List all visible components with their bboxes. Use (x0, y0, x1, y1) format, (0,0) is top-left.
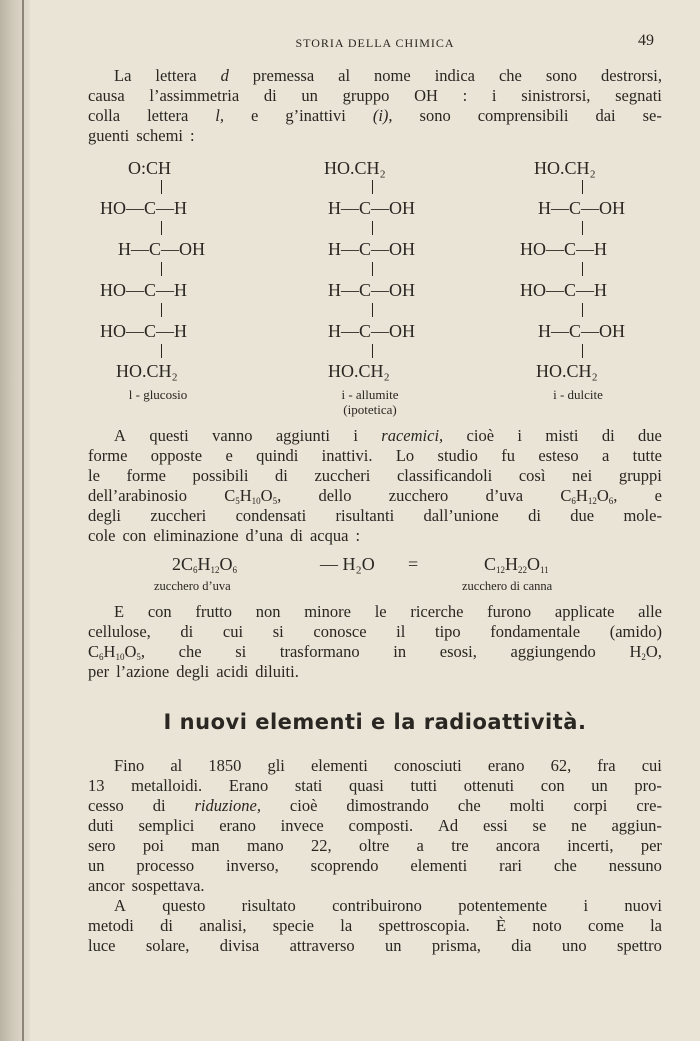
bond-line (372, 180, 373, 194)
word: nome (374, 66, 411, 85)
word: Fino (114, 756, 145, 775)
word: di (152, 796, 166, 815)
word: che (178, 642, 202, 661)
word: che (553, 856, 577, 875)
intro-paragraph (88, 66, 662, 146)
word: riduzione, (194, 796, 261, 815)
word: metodi (88, 916, 134, 935)
word: rari (499, 856, 523, 875)
word: il (396, 622, 406, 641)
word: di (160, 916, 173, 935)
running-head (88, 32, 662, 52)
word: inattivi. (321, 446, 373, 465)
word: A (114, 896, 126, 915)
bond-line (161, 303, 162, 317)
word: un (385, 936, 402, 955)
word: (i), (372, 106, 393, 125)
equation-right-label: zucchero di canna (462, 579, 553, 593)
word: con (147, 602, 172, 621)
word: sinistrorsi, (521, 86, 591, 105)
word: : (462, 86, 468, 105)
reaction-equation (88, 553, 662, 597)
word: erano (219, 816, 256, 835)
section-paragraph-2 (88, 896, 662, 956)
word: l, (215, 106, 225, 125)
word: ottenuti (463, 776, 515, 795)
word: se (532, 816, 547, 835)
word: guenti (88, 126, 130, 145)
word: le (374, 602, 387, 621)
word: attraverso (289, 936, 355, 955)
word: ne (571, 816, 587, 835)
word: se- (642, 106, 662, 125)
word: solare, (145, 936, 190, 955)
word: cole (88, 526, 116, 545)
word: gruppi (618, 466, 662, 485)
formula-c6h10o5: $C_6H_{10}O_5$, (88, 642, 145, 662)
word: gruppo (342, 86, 390, 105)
word: elementi (310, 756, 368, 775)
word: colla (88, 106, 121, 125)
word: possibili (192, 466, 249, 485)
word: nuovi (624, 896, 662, 915)
word: fondamentale (490, 622, 581, 641)
word: pro- (634, 776, 662, 795)
bond-line (372, 344, 373, 358)
formula-row: HO—C—H (100, 198, 188, 218)
word: zuccheri (314, 466, 371, 485)
word: degli (176, 662, 210, 681)
formula-row: H—C—OH (328, 198, 416, 218)
word: d (220, 66, 229, 85)
formula-row: H—C—OH (538, 198, 626, 218)
word: cellulose, (88, 622, 151, 641)
word: nei (572, 466, 593, 485)
word: tipo (434, 622, 461, 641)
formula-row: HO—C—H (520, 239, 608, 259)
word: divisa (219, 936, 260, 955)
word: specie (272, 916, 314, 935)
section-heading: I nuovi elementi e la radioattività. (163, 710, 587, 734)
word: in (393, 642, 407, 661)
word: di (528, 506, 541, 525)
word: d’una (245, 526, 284, 545)
word: a (416, 836, 424, 855)
word: scoprendo (310, 856, 379, 875)
word: gli (267, 756, 285, 775)
formula-name: l - glucosio (128, 387, 188, 402)
intro-line-2 (88, 86, 662, 106)
word: zucchero (388, 486, 449, 505)
formula-row: O:CH (128, 158, 172, 178)
word: risultato (241, 896, 296, 915)
word: incerti, (567, 836, 614, 855)
equation-reactant: $2C_6H_{12}O_6$ (172, 554, 238, 575)
word: i (491, 86, 497, 105)
word: dai (595, 106, 616, 125)
word: con (122, 526, 147, 545)
word: che (457, 796, 481, 815)
formula-c5h10o5: $C_5H_{10}O_5$, (224, 486, 282, 506)
word: risultanti (335, 506, 395, 525)
word: La (114, 66, 132, 85)
racemici-line-4 (88, 486, 662, 506)
word: molti (509, 796, 545, 815)
section-p1-line-3 (88, 796, 662, 816)
word: i (353, 426, 358, 445)
word: uno (561, 936, 587, 955)
word: 1850 (208, 756, 242, 775)
word: un (301, 86, 318, 105)
word: diluiti. (255, 662, 299, 681)
word: sero (88, 836, 116, 855)
word: È (496, 916, 507, 935)
word: comprensibili (477, 106, 569, 125)
word: sono (545, 66, 578, 85)
racemici-line-6 (88, 526, 662, 546)
word: eliminazione (153, 526, 239, 545)
word: con (540, 776, 565, 795)
word: : (355, 526, 361, 545)
formula-name: i - allumite (341, 387, 399, 402)
word: 22, (311, 836, 332, 855)
word: cioè (466, 426, 495, 445)
word: condensati (235, 506, 307, 525)
word: l’assimmetria (149, 86, 240, 105)
formula-row: H—C—OH (118, 239, 206, 259)
word: dell’arabinosio (88, 486, 187, 505)
word: che (498, 66, 522, 85)
word: tutte (632, 446, 662, 465)
word: due (638, 426, 662, 445)
word: quindi (256, 446, 299, 465)
word: 62, (550, 756, 572, 775)
racemici-line-3 (88, 466, 662, 486)
word: metalloidi. (131, 776, 203, 795)
word: questi (149, 426, 189, 445)
word: segnati (615, 86, 662, 105)
word: tre (451, 836, 469, 855)
word: ancor (88, 876, 125, 895)
word: misti (545, 426, 579, 445)
word: e (654, 486, 662, 505)
formula-row: HO.CH₂ (324, 158, 386, 178)
word: di (290, 526, 303, 545)
word: non (255, 602, 281, 621)
word: i (583, 896, 589, 915)
word: tutti (410, 776, 438, 795)
word: elementi (410, 856, 468, 875)
word: esosi, (439, 642, 477, 661)
bond-line (582, 221, 583, 235)
formula-row: HO.CH₂ (534, 158, 596, 178)
word: di (263, 86, 277, 105)
word: spettro (616, 936, 662, 955)
formula-dulcite (508, 152, 648, 422)
word: racemici, (381, 426, 444, 445)
bond-line (161, 180, 162, 194)
word: ancora (495, 836, 540, 855)
book-page (88, 0, 662, 1041)
word: per (640, 836, 662, 855)
word: noto (532, 916, 562, 935)
cellulose-line-2 (88, 622, 662, 642)
formula-row: HO—C—H (100, 280, 188, 300)
equation-product: $C_{12}H_{22}O_{11}$ (484, 554, 549, 575)
word: g’inattivi (285, 106, 346, 125)
cellulose-line-3 (88, 642, 662, 662)
word: un (88, 856, 105, 875)
word: cui (641, 756, 662, 775)
word: aggiungendo (510, 642, 596, 661)
formula-note: (ipotetica) (343, 402, 397, 417)
word: invece (280, 816, 324, 835)
word: premessa (252, 66, 315, 85)
word: : (190, 126, 195, 145)
word: di (601, 426, 615, 445)
word: oltre (358, 836, 390, 855)
word: lettera (147, 106, 189, 125)
word: A (114, 426, 126, 445)
word: opposte (150, 446, 203, 465)
word: destrorsi, (601, 66, 662, 85)
section-p1-line-1 (88, 756, 662, 776)
word: come (588, 916, 624, 935)
word: questo (162, 896, 206, 915)
racemici-paragraph (88, 426, 662, 546)
section-p1-line-7 (88, 876, 662, 896)
formula-row: H—C—OH (328, 321, 416, 341)
word: dia (511, 936, 532, 955)
word: zuccheri (150, 506, 207, 525)
word: inverso, (226, 856, 279, 875)
word: conosciuti (393, 756, 462, 775)
word: frutto (195, 602, 233, 621)
word: di (275, 466, 288, 485)
word: si (235, 642, 247, 661)
word: aggiunti (275, 426, 330, 445)
word: a (601, 446, 610, 465)
word: stati (294, 776, 323, 795)
word: semplici (138, 816, 195, 835)
word: conosce (313, 622, 367, 641)
section-p2-line-3 (88, 936, 662, 956)
word: studio (437, 446, 478, 465)
formula-row: HO.CH₂ (116, 361, 178, 381)
word: minore (304, 602, 351, 621)
word: Erano (228, 776, 269, 795)
word: classificandoli (396, 466, 493, 485)
word: dall’unione (423, 506, 499, 525)
word: luce (88, 936, 116, 955)
intro-line-3 (88, 106, 662, 126)
formula-row: H—C—OH (328, 239, 416, 259)
word: cioè (289, 796, 318, 815)
section-p1-line-2 (88, 776, 662, 796)
section-p1-line-5 (88, 836, 662, 856)
word: alle (638, 602, 662, 621)
section-p1-line-4 (88, 816, 662, 836)
word: acqua (309, 526, 349, 545)
word: corpi (573, 796, 608, 815)
word: dimostrando (346, 796, 429, 815)
section-p2-line-1 (88, 896, 662, 916)
word: d’uva (485, 486, 524, 505)
bond-line (161, 344, 162, 358)
bond-line (161, 262, 162, 276)
formula-glucosio (88, 152, 228, 422)
word: OH (414, 86, 438, 105)
equation-equals: = (408, 554, 419, 574)
word: si (272, 622, 284, 641)
running-title: STORIA DELLA CHIMICA (295, 36, 455, 50)
bond-line (372, 221, 373, 235)
section-paragraph-1 (88, 756, 662, 896)
word: e (251, 106, 259, 125)
racemici-line-2 (88, 446, 662, 466)
word: E (114, 602, 125, 621)
word: forme (88, 446, 128, 465)
word: duti (88, 816, 114, 835)
formula-h2o: $H_2O$, (629, 642, 662, 662)
word: i (517, 426, 523, 445)
page-number: 49 (638, 32, 654, 49)
word: aggiun- (611, 816, 662, 835)
word: trasformano (279, 642, 360, 661)
word: e (225, 446, 233, 465)
word: un (591, 776, 608, 795)
bond-line (582, 303, 583, 317)
word: essi (482, 816, 508, 835)
bond-line (582, 344, 583, 358)
word: processo (136, 856, 195, 875)
word: esteso (538, 446, 579, 465)
word: acidi (216, 662, 249, 681)
word: cui (222, 622, 244, 641)
bond-line (372, 262, 373, 276)
word: schemi (136, 126, 183, 145)
formula-c6h12o6: $C_6H_{12}O_6$, (560, 486, 618, 506)
word: dello (318, 486, 352, 505)
equation-water: — H₂O (320, 554, 375, 574)
word: le (88, 466, 100, 485)
formula-row: HO.CH₂ (536, 361, 598, 381)
formula-row: HO.CH₂ (328, 361, 390, 381)
formula-allumite (300, 152, 440, 422)
word: cre- (636, 796, 662, 815)
intro-line-4 (88, 126, 662, 146)
word: forme (126, 466, 166, 485)
word: quasi (349, 776, 384, 795)
cellulose-line-4 (88, 662, 662, 682)
word: contribuirono (332, 896, 422, 915)
word: erano (487, 756, 525, 775)
section-p2-line-2 (88, 916, 662, 936)
word: Lo (395, 446, 415, 465)
section-p1-line-6 (88, 856, 662, 876)
word: indica (434, 66, 476, 85)
word: fra (597, 756, 616, 775)
intro-line-1 (88, 66, 662, 86)
binding-edge (22, 0, 24, 1041)
formula-name: i - dulcite (553, 387, 603, 402)
word: applicate (554, 602, 615, 621)
word: prisma, (431, 936, 481, 955)
word: sospettava. (131, 876, 205, 895)
bond-line (372, 303, 373, 317)
racemici-line-5 (88, 506, 662, 526)
cellulose-paragraph (88, 602, 662, 682)
word: sono (419, 106, 451, 125)
word: spettroscopia. (378, 916, 470, 935)
word: per (88, 662, 110, 681)
book-gutter (0, 0, 30, 1041)
word: l’azione (116, 662, 170, 681)
formula-row: HO—C—H (100, 321, 188, 341)
word: due (570, 506, 595, 525)
word: cesso (88, 796, 124, 815)
bond-line (582, 180, 583, 194)
word: causa (88, 86, 125, 105)
word: la (650, 916, 662, 935)
word: analisi, (199, 916, 247, 935)
word: di (180, 622, 194, 641)
word: poi (142, 836, 164, 855)
word: (amido) (609, 622, 662, 641)
formula-row: HO—C—H (520, 280, 608, 300)
equation-left-label: zucchero d’uva (154, 579, 231, 593)
word: nessuno (608, 856, 662, 875)
structural-formulas (88, 152, 662, 422)
word: al (338, 66, 351, 85)
word: così (518, 466, 546, 485)
word: composti. (348, 816, 414, 835)
word: ricerche (410, 602, 464, 621)
word: 13 (88, 776, 105, 795)
bond-line (582, 262, 583, 276)
word: Ad (437, 816, 459, 835)
formula-row: H—C—OH (328, 280, 416, 300)
word: la (340, 916, 353, 935)
word: lettera (155, 66, 197, 85)
bond-line (161, 221, 162, 235)
word: degli (88, 506, 121, 525)
formula-row: H—C—OH (538, 321, 626, 341)
word: potentemente (458, 896, 548, 915)
word: mano (247, 836, 284, 855)
word: furono (487, 602, 532, 621)
word: mole- (623, 506, 662, 525)
word: fu (501, 446, 515, 465)
cellulose-line-1 (88, 602, 662, 622)
racemici-line-1 (88, 426, 662, 446)
word: vanno (212, 426, 253, 445)
word: man (191, 836, 220, 855)
word: al (170, 756, 183, 775)
